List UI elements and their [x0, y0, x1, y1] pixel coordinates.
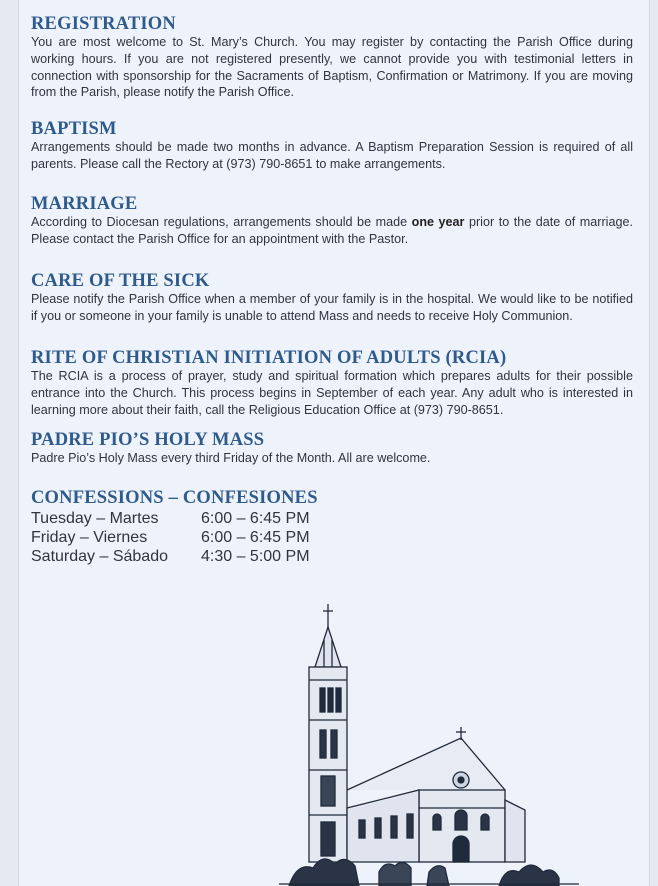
confessions-heading: CONFESSIONS – CONFESIONES: [31, 488, 318, 509]
baptism-text: Arrangements should be made two months in advance. A Baptism Preparation Session is required of all parents. Please call the Rectory at (973) 790-8651 to make arrangements.: [31, 140, 633, 171]
marriage-text-emphasis: one year: [411, 214, 465, 229]
schedule-day: Tuesday – Martes: [31, 510, 159, 528]
schedule-day: Saturday – Sábado: [31, 548, 168, 566]
bulletin-page: [18, 0, 650, 886]
marriage-text-end: prior to the date of marriage. Please contact the Parish Office for an appointment with the Pastor.: [31, 214, 633, 246]
registration-text: You are most welcome to St. Mary’s Church. You may register by contacting the Parish Office during working hours. If you are not registered presently, we cannot provide you with testimonial letters in connection with sponsorship for the Sacraments of Baptism, Confirmation or Matrimony. If you are moving from the Parish, please notify the Parish Office.: [31, 35, 633, 100]
marriage-text-start: According to Diocesan regulations, arrangements should be made: [31, 214, 412, 229]
church-drawing-icon: [19, 0, 649, 886]
schedule-time: 4:30 – 5:00 PM: [201, 548, 310, 566]
rcia-text: The RCIA is a process of prayer, study and spiritual formation which prepares adults for their possible entrance into the Church. This process begins in September of each year. Any adult who is interested in learning more about their faith, call the Religious Education Office at (973) 790-8651.: [31, 368, 633, 417]
schedule-time: 6:00 – 6:45 PM: [201, 529, 310, 547]
sick-heading: CARE OF THE SICK: [31, 271, 210, 292]
baptism-heading: BAPTISM: [31, 119, 117, 140]
schedule-day: Friday – Viernes: [31, 529, 148, 547]
rcia-heading: RITE OF CHRISTIAN INITIATION OF ADULTS (RCIA): [31, 347, 507, 368]
padre-text: Padre Pio’s Holy Mass every third Friday of the Month. All are welcome.: [31, 451, 431, 466]
schedule-time: 6:00 – 6:45 PM: [201, 510, 310, 528]
padre-heading: PADRE PIO’S HOLY MASS: [31, 430, 265, 451]
registration-heading: REGISTRATION: [31, 14, 176, 34]
sick-text: Please notify the Parish Office when a member of your family is in the hospital. We would like to be notified if you or someone in your family is unable to attend Mass and needs to receive Holy Communion.: [31, 292, 633, 324]
marriage-heading: MARRIAGE: [31, 193, 138, 214]
